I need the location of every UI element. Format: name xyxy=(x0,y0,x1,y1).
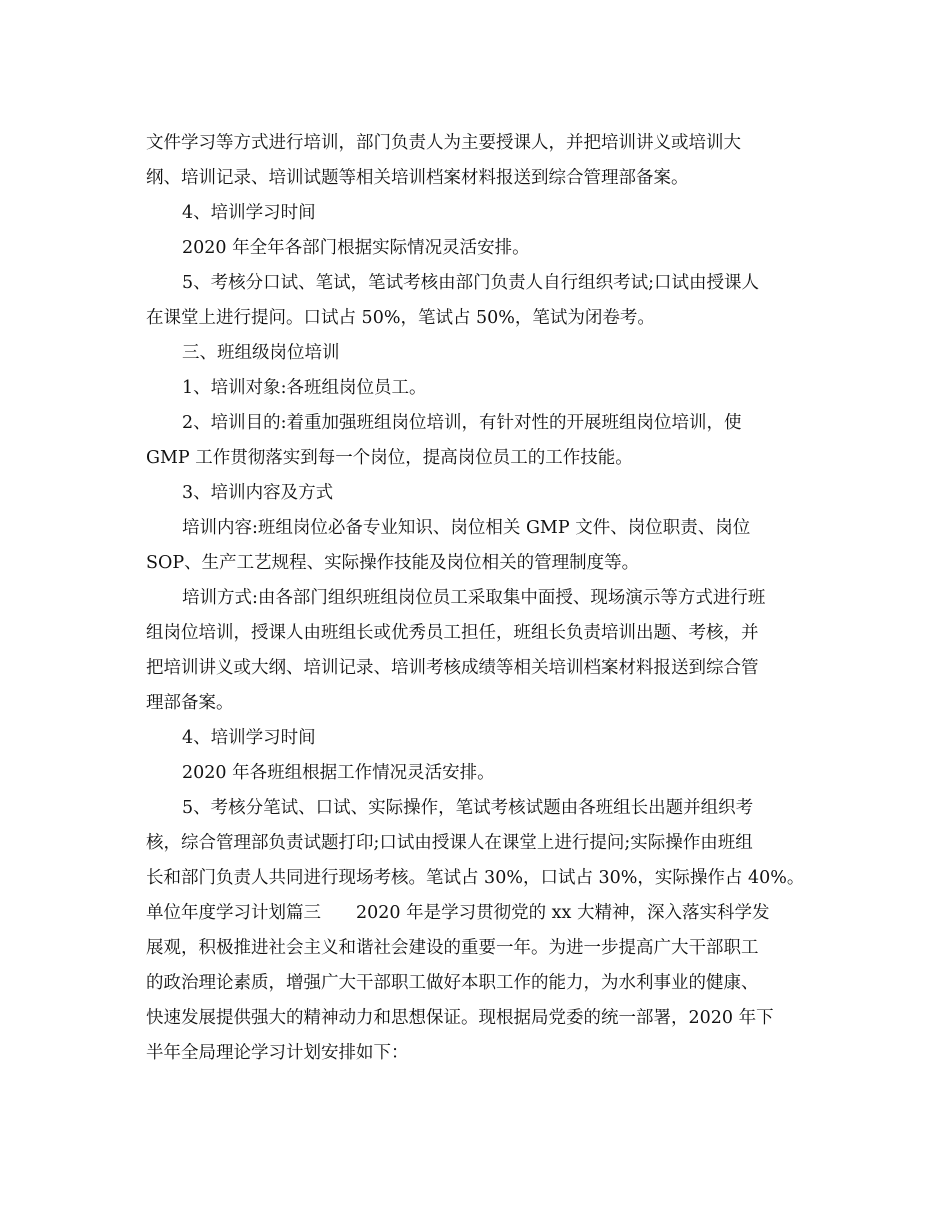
text-line: 3、培训内容及方式 xyxy=(182,483,334,503)
text-line: 长和部门负责人共同进行现场考核。笔试占 30%，口试占 30%，实际操作占 40%。 xyxy=(146,868,805,888)
text-line: 在课堂上进行提问。口试占 50%，笔试占 50%，笔试为闭卷考。 xyxy=(146,308,655,328)
text-line: 的政治理论素质，增强广大干部职工做好本职工作的能力，为水利事业的健康、 xyxy=(146,973,759,993)
text-line: 理部备案。 xyxy=(146,693,234,713)
text-line: 4、培训学习时间 xyxy=(182,203,316,223)
text-line: 文件学习等方式进行培训，部门负责人为主要授课人，并把培训讲义或培训大 xyxy=(146,133,741,153)
text-line: 快速发展提供强大的精神动力和思想保证。现根据局党委的统一部署，2020 年下 xyxy=(146,1008,774,1028)
text-line: 培训方式:由各部门组织班组岗位员工采取集中面授、现场演示等方式进行班 xyxy=(182,588,766,608)
text-line: SOP、生产工艺规程、实际操作技能及岗位相关的管理制度等。 xyxy=(146,553,640,573)
text-line: 展观，积极推进社会主义和谐社会建设的重要一年。为进一步提高广大干部职工 xyxy=(146,938,759,958)
section-heading: 三、班组级岗位培训 xyxy=(182,343,340,363)
text-line: 4、培训学习时间 xyxy=(182,728,316,748)
document-body xyxy=(146,126,806,1071)
text-line: 5、考核分笔试、口试、实际操作，笔试考核试题由各班组长出题并组织考 xyxy=(182,798,754,818)
text-line: 纲、培训记录、培训试题等相关培训档案材料报送到综合管理部备案。 xyxy=(146,168,689,188)
text-line: 核，综合管理部负责试题打印;口试由授课人在课堂上进行提问;实际操作由班组 xyxy=(146,833,753,853)
text-line: 2、培训目的:着重加强班组岗位培训，有针对性的开展班组岗位培训，使 xyxy=(182,413,742,433)
text-line: 组岗位培训，授课人由班组长或优秀员工担任，班组长负责培训出题、考核，并 xyxy=(146,623,759,643)
text-line: 培训内容:班组岗位必备专业知识、岗位相关 GMP 文件、岗位职责、岗位 xyxy=(182,518,751,538)
text-line: 单位年度学习计划篇三 2020 年是学习贯彻党的 xx 大精神，深入落实科学发 xyxy=(146,903,770,923)
text-line: 把培训讲义或大纲、培训记录、培训考核成绩等相关培训档案材料报送到综合管 xyxy=(146,658,759,678)
text-line: 2020 年全年各部门根据实际情况灵活安排。 xyxy=(182,238,530,258)
text-line: 2020 年各班组根据工作情况灵活安排。 xyxy=(182,763,495,783)
text-line: 半年全局理论学习计划安排如下： xyxy=(146,1043,409,1063)
text-line: GMP 工作贯彻落实到每一个岗位，提高岗位员工的工作技能。 xyxy=(146,448,633,468)
text-line: 1、培训对象:各班组岗位员工。 xyxy=(182,378,427,398)
text-line: 5、考核分口试、笔试，笔试考核由部门负责人自行组织考试;口试由授课人 xyxy=(182,273,760,293)
